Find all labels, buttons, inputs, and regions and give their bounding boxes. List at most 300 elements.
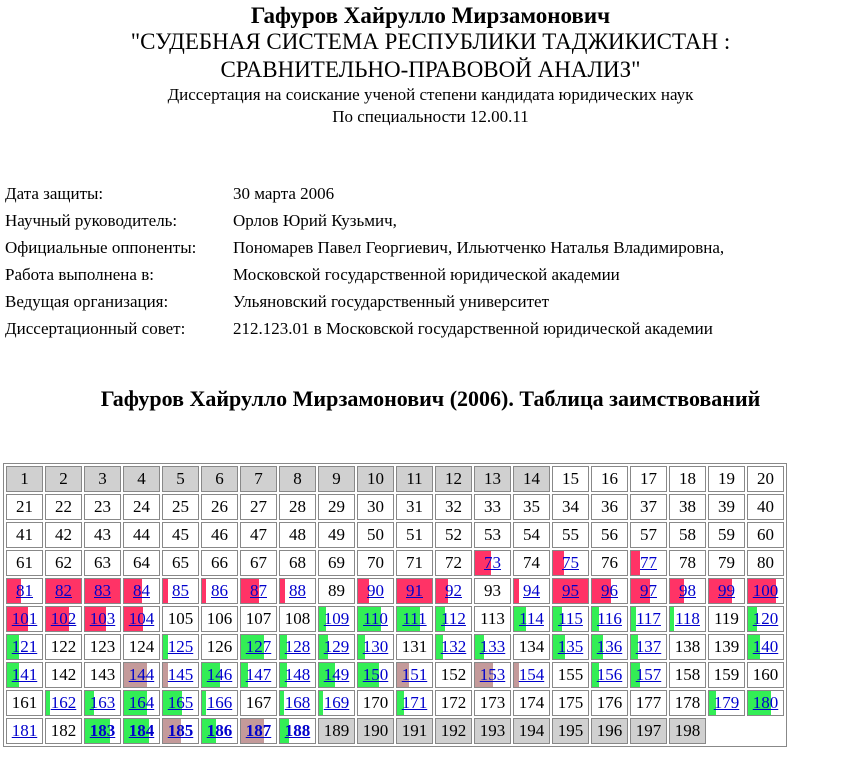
page-link[interactable]: 121 [11, 637, 38, 656]
page-cell [6, 494, 43, 520]
page-number: 62 [55, 553, 72, 572]
page-number: 72 [445, 553, 462, 572]
specialty-line: По специальности 12.00.11 [332, 107, 529, 126]
page-link[interactable]: 144 [128, 665, 155, 684]
page-cell [357, 550, 394, 576]
page-cell[interactable] [45, 606, 82, 632]
page-cell [435, 466, 472, 492]
page-number: 27 [250, 497, 267, 516]
page-cell[interactable] [162, 690, 199, 716]
page-number: 30 [367, 497, 384, 516]
page-link[interactable]: 109 [323, 609, 350, 628]
page-cell[interactable] [279, 718, 316, 744]
page-cell[interactable] [279, 634, 316, 660]
page-number: 40 [757, 497, 774, 516]
page-number: 105 [167, 609, 194, 628]
page-link[interactable]: 125 [167, 637, 194, 656]
page-cell [84, 634, 121, 660]
page-cell[interactable] [708, 690, 745, 716]
page-cell [45, 550, 82, 576]
page-link[interactable]: 102 [50, 609, 77, 628]
page-cell [240, 550, 277, 576]
page-cell [513, 634, 550, 660]
page-link[interactable]: 179 [713, 693, 740, 712]
page-number: 55 [562, 525, 579, 544]
page-cell[interactable] [240, 718, 277, 744]
page-link[interactable]: 136 [596, 637, 623, 656]
grid-row [6, 494, 784, 520]
page-link[interactable]: 75 [562, 553, 579, 572]
page-cell[interactable] [162, 718, 199, 744]
page-number: 68 [289, 553, 306, 572]
page-link[interactable]: 73 [484, 553, 501, 572]
page-cell[interactable] [513, 578, 550, 604]
page-cell[interactable] [318, 606, 355, 632]
page-number: 36 [601, 497, 618, 516]
page-cell [84, 494, 121, 520]
page-cell [708, 494, 745, 520]
page-cell [513, 550, 550, 576]
page-link[interactable]: 85 [172, 581, 189, 600]
page-cell[interactable] [630, 550, 667, 576]
page-cell [552, 522, 589, 548]
page-cell[interactable] [513, 606, 550, 632]
page-cell[interactable] [240, 634, 277, 660]
page-link[interactable]: 103 [89, 609, 116, 628]
page-link[interactable]: 117 [636, 609, 661, 628]
page-cell[interactable] [747, 578, 784, 604]
page-number: 58 [679, 525, 696, 544]
page-number: 198 [674, 721, 701, 740]
page-cell[interactable] [6, 606, 43, 632]
page-link[interactable]: 150 [362, 665, 389, 684]
page-cell[interactable] [747, 690, 784, 716]
page-link[interactable]: 156 [596, 665, 623, 684]
page-link[interactable]: 115 [558, 609, 583, 628]
page-link[interactable]: 116 [597, 609, 622, 628]
page-cell[interactable] [45, 578, 82, 604]
page-link[interactable]: 95 [562, 581, 579, 600]
page-number: 57 [640, 525, 657, 544]
page-number: 42 [55, 525, 72, 544]
page-cell [669, 550, 706, 576]
page-number: 47 [250, 525, 267, 544]
page-cell[interactable] [162, 634, 199, 660]
page-cell[interactable] [6, 634, 43, 660]
page-cell[interactable] [552, 578, 589, 604]
page-link[interactable]: 129 [323, 637, 350, 656]
page-link[interactable]: 166 [206, 693, 233, 712]
table-title: Гафуров Хайрулло Мирзамонович (2006). Таблица заимствований [100, 386, 761, 411]
info-row [5, 288, 724, 315]
page-link[interactable]: 188 [284, 721, 311, 740]
page-link[interactable]: 94 [523, 581, 540, 600]
page-link[interactable]: 99 [718, 581, 735, 600]
page-cell[interactable] [6, 662, 43, 688]
borrowing-bar [163, 579, 168, 603]
page-link[interactable]: 87 [250, 581, 267, 600]
page-link[interactable]: 132 [440, 637, 467, 656]
page-link[interactable]: 146 [206, 665, 233, 684]
page-cell [591, 718, 628, 744]
page-cell [435, 662, 472, 688]
page-link[interactable]: 114 [519, 609, 544, 628]
page-cell [201, 550, 238, 576]
page-number: 5 [176, 469, 185, 488]
borrowing-bar [280, 691, 284, 715]
page-link[interactable]: 133 [479, 637, 506, 656]
page-cell [318, 718, 355, 744]
page-link[interactable]: 110 [363, 609, 388, 628]
page-cell [591, 494, 628, 520]
page-cell [435, 522, 472, 548]
page-cell[interactable] [747, 634, 784, 660]
page-link[interactable]: 118 [675, 609, 700, 628]
page-link[interactable]: 84 [133, 581, 150, 600]
page-link[interactable]: 98 [679, 581, 696, 600]
page-cell[interactable] [630, 606, 667, 632]
page-link[interactable]: 145 [167, 665, 194, 684]
page-cell [630, 718, 667, 744]
page-link[interactable]: 181 [11, 721, 38, 740]
page-link[interactable]: 164 [128, 693, 155, 712]
page-cell[interactable] [435, 634, 472, 660]
page-number: 41 [16, 525, 33, 544]
page-link[interactable]: 184 [128, 721, 155, 740]
page-cell [45, 634, 82, 660]
info-key: Работа выполнена в: [5, 264, 154, 284]
page-link[interactable]: 169 [323, 693, 350, 712]
page-number: 194 [518, 721, 545, 740]
page-cell [591, 522, 628, 548]
page-link[interactable]: 91 [406, 581, 423, 600]
page-number: 20 [757, 469, 774, 488]
page-link[interactable]: 147 [245, 665, 272, 684]
page-cell[interactable] [357, 578, 394, 604]
page-number: 71 [406, 553, 423, 572]
page-number: 190 [362, 721, 389, 740]
page-link[interactable]: 86 [211, 581, 228, 600]
page-number: 158 [674, 665, 701, 684]
page-cell[interactable] [6, 578, 43, 604]
info-key: Официальные оппоненты: [5, 237, 197, 257]
page-cell [162, 466, 199, 492]
page-link[interactable]: 97 [640, 581, 657, 600]
info-row [5, 180, 724, 207]
page-cell[interactable] [123, 606, 160, 632]
page-cell [708, 634, 745, 660]
page-link[interactable]: 137 [635, 637, 662, 656]
page-cell [84, 662, 121, 688]
page-cell[interactable] [201, 690, 238, 716]
page-cell [45, 662, 82, 688]
page-link[interactable]: 141 [11, 665, 38, 684]
page-number: 32 [445, 497, 462, 516]
page-link[interactable]: 148 [284, 665, 311, 684]
page-cell[interactable] [201, 662, 238, 688]
page-link[interactable]: 168 [284, 693, 311, 712]
page-number: 51 [406, 525, 423, 544]
page-link[interactable]: 186 [206, 721, 233, 740]
page-number: 76 [601, 553, 618, 572]
page-number: 74 [523, 553, 540, 572]
page-cell [240, 690, 277, 716]
page-cell[interactable] [240, 662, 277, 688]
page-cell[interactable] [591, 662, 628, 688]
page-cell[interactable] [123, 690, 160, 716]
page-number: 28 [289, 497, 306, 516]
page-cell [123, 494, 160, 520]
page-cell [552, 718, 589, 744]
page-number: 53 [484, 525, 501, 544]
page-number: 17 [640, 469, 657, 488]
page-cell[interactable] [396, 578, 433, 604]
page-cell[interactable] [396, 690, 433, 716]
page-number: 37 [640, 497, 657, 516]
page-link[interactable]: 154 [518, 665, 545, 684]
page-cell [474, 466, 511, 492]
page-number: 7 [254, 469, 263, 488]
page-cell [669, 662, 706, 688]
page-cell [84, 522, 121, 548]
page-cell [474, 494, 511, 520]
page-link[interactable]: 162 [50, 693, 77, 712]
page-cell[interactable] [708, 578, 745, 604]
page-number: 176 [596, 693, 623, 712]
page-cell [357, 522, 394, 548]
page-cell[interactable] [318, 634, 355, 660]
title-line-2: СРАВНИТЕЛЬНО-ПРАВОВОЙ АНАЛИЗ" [220, 57, 641, 82]
page-link[interactable]: 96 [601, 581, 618, 600]
page-number: 195 [557, 721, 584, 740]
page-cell[interactable] [201, 718, 238, 744]
page-link[interactable]: 130 [362, 637, 389, 656]
page-cell [669, 522, 706, 548]
page-cell[interactable] [279, 662, 316, 688]
page-cell [45, 522, 82, 548]
page-cell[interactable] [45, 690, 82, 716]
page-cell[interactable] [552, 634, 589, 660]
page-number: 49 [328, 525, 345, 544]
page-link[interactable]: 111 [402, 609, 427, 628]
page-link[interactable]: 104 [128, 609, 155, 628]
page-cell[interactable] [240, 578, 277, 604]
page-cell[interactable] [279, 578, 316, 604]
page-cell[interactable] [84, 718, 121, 744]
page-cell[interactable] [357, 634, 394, 660]
page-cell[interactable] [84, 578, 121, 604]
page-number: 3 [98, 469, 107, 488]
info-value: Пономарев Павел Георгиевич, Ильютченко Наталья Владимировна, [233, 237, 725, 257]
page-number: 192 [440, 721, 467, 740]
info-value: 30 марта 2006 [233, 183, 335, 203]
page-number: 126 [206, 637, 233, 656]
page-cell[interactable] [123, 578, 160, 604]
page-link[interactable]: 185 [167, 721, 194, 740]
page-cell[interactable] [435, 606, 472, 632]
page-number: 182 [50, 721, 77, 740]
page-link[interactable]: 153 [479, 665, 506, 684]
page-cell[interactable] [630, 662, 667, 688]
info-key: Дата защиты: [5, 183, 104, 203]
page-link[interactable]: 135 [557, 637, 584, 656]
page-cell[interactable] [357, 662, 394, 688]
page-number: 60 [757, 525, 774, 544]
page-cell[interactable] [591, 634, 628, 660]
page-number: 197 [635, 721, 662, 740]
page-number: 35 [523, 497, 540, 516]
page-number: 106 [206, 609, 233, 628]
page-cell[interactable] [591, 606, 628, 632]
page-cell[interactable] [669, 578, 706, 604]
page-link[interactable]: 81 [16, 581, 33, 600]
page-cell[interactable] [396, 662, 433, 688]
page-cell [318, 550, 355, 576]
page-cell [162, 550, 199, 576]
page-cell [396, 494, 433, 520]
page-cell [240, 522, 277, 548]
page-cell[interactable] [591, 578, 628, 604]
page-cell[interactable] [552, 606, 589, 632]
page-cell [318, 466, 355, 492]
page-link[interactable]: 149 [323, 665, 350, 684]
page-cell[interactable] [123, 718, 160, 744]
page-cell[interactable] [630, 578, 667, 604]
page-cell [357, 690, 394, 716]
page-link[interactable]: 151 [401, 665, 428, 684]
page-link[interactable]: 77 [640, 553, 657, 572]
page-number: 39 [718, 497, 735, 516]
page-cell[interactable] [123, 662, 160, 688]
page-link[interactable]: 128 [284, 637, 311, 656]
page-link[interactable]: 100 [752, 581, 779, 600]
title-line-1: "СУДЕБНАЯ СИСТЕМА РЕСПУБЛИКИ ТАДЖИКИСТАН : [130, 29, 731, 54]
page-number: 189 [323, 721, 350, 740]
borrowing-bar [202, 579, 206, 603]
page-cell [45, 718, 82, 744]
page-number: 65 [172, 553, 189, 572]
page-cell[interactable] [162, 662, 199, 688]
page-cell[interactable] [162, 578, 199, 604]
page-cell[interactable] [396, 606, 433, 632]
page-cell [435, 550, 472, 576]
page-link[interactable]: 112 [441, 609, 466, 628]
page-link[interactable]: 187 [245, 721, 272, 740]
page-number: 18 [679, 469, 696, 488]
page-link[interactable]: 163 [89, 693, 116, 712]
page-cell [279, 466, 316, 492]
page-cell [435, 690, 472, 716]
page-number: 161 [11, 693, 38, 712]
page-link[interactable]: 183 [89, 721, 116, 740]
page-link[interactable]: 92 [445, 581, 462, 600]
page-cell[interactable] [84, 690, 121, 716]
page-number: 170 [362, 693, 389, 712]
page-cell[interactable] [318, 662, 355, 688]
page-link[interactable]: 157 [635, 665, 662, 684]
info-key: Научный руководитель: [5, 210, 178, 230]
page-cell[interactable] [474, 550, 511, 576]
page-link[interactable]: 180 [752, 693, 779, 712]
page-number: 138 [674, 637, 701, 656]
page-number: 193 [479, 721, 506, 740]
degree-line: Диссертация на соискание ученой степени кандидата юридических наук [167, 85, 694, 104]
page-cell[interactable] [552, 550, 589, 576]
page-cell [318, 522, 355, 548]
page-number: 172 [440, 693, 467, 712]
page-cell [357, 494, 394, 520]
page-cell [708, 466, 745, 492]
page-cell [630, 466, 667, 492]
page-number: 177 [635, 693, 662, 712]
page-cell [708, 550, 745, 576]
page-number: 159 [713, 665, 740, 684]
page-cell[interactable] [630, 634, 667, 660]
page-cell [513, 718, 550, 744]
page-cell[interactable] [747, 606, 784, 632]
page-cell[interactable] [513, 662, 550, 688]
page-number: 173 [479, 693, 506, 712]
borrowing-bar [202, 691, 206, 715]
page-cell[interactable] [6, 718, 43, 744]
page-cell[interactable] [669, 606, 706, 632]
page-link[interactable]: 90 [367, 581, 384, 600]
page-number: 52 [445, 525, 462, 544]
page-link[interactable]: 88 [289, 581, 306, 600]
page-cell [513, 690, 550, 716]
page-link[interactable]: 120 [752, 609, 779, 628]
page-link[interactable]: 165 [167, 693, 194, 712]
page-cell[interactable] [84, 606, 121, 632]
page-number: 167 [245, 693, 272, 712]
page-number: 93 [484, 581, 501, 600]
page-cell[interactable] [201, 578, 238, 604]
page-link[interactable]: 171 [401, 693, 428, 712]
page-number: 8 [293, 469, 302, 488]
page-link[interactable]: 140 [752, 637, 779, 656]
page-link[interactable]: 83 [94, 581, 111, 600]
page-cell[interactable] [279, 690, 316, 716]
page-cell [435, 718, 472, 744]
page-number: 89 [328, 581, 345, 600]
page-cell [747, 662, 784, 688]
grid-row [6, 466, 784, 492]
page-number: 15 [562, 469, 579, 488]
page-cell[interactable] [318, 690, 355, 716]
page-number: 23 [94, 497, 111, 516]
page-cell [279, 522, 316, 548]
page-cell[interactable] [474, 634, 511, 660]
page-link[interactable]: 127 [245, 637, 272, 656]
page-cell [6, 690, 43, 716]
page-cell[interactable] [357, 606, 394, 632]
page-number: 113 [480, 609, 505, 628]
page-link[interactable]: 82 [55, 581, 72, 600]
page-cell[interactable] [435, 578, 472, 604]
page-link[interactable]: 101 [11, 609, 38, 628]
grid-row [6, 634, 784, 660]
page-cell [396, 522, 433, 548]
page-number: 123 [89, 637, 116, 656]
page-number: 4 [137, 469, 146, 488]
page-cell[interactable] [474, 662, 511, 688]
info-value: Орлов Юрий Кузьмич, [233, 210, 397, 230]
page-cell [240, 494, 277, 520]
page-cell [123, 522, 160, 548]
page-number: 119 [714, 609, 739, 628]
page-number: 142 [50, 665, 77, 684]
grid-row [6, 522, 784, 548]
